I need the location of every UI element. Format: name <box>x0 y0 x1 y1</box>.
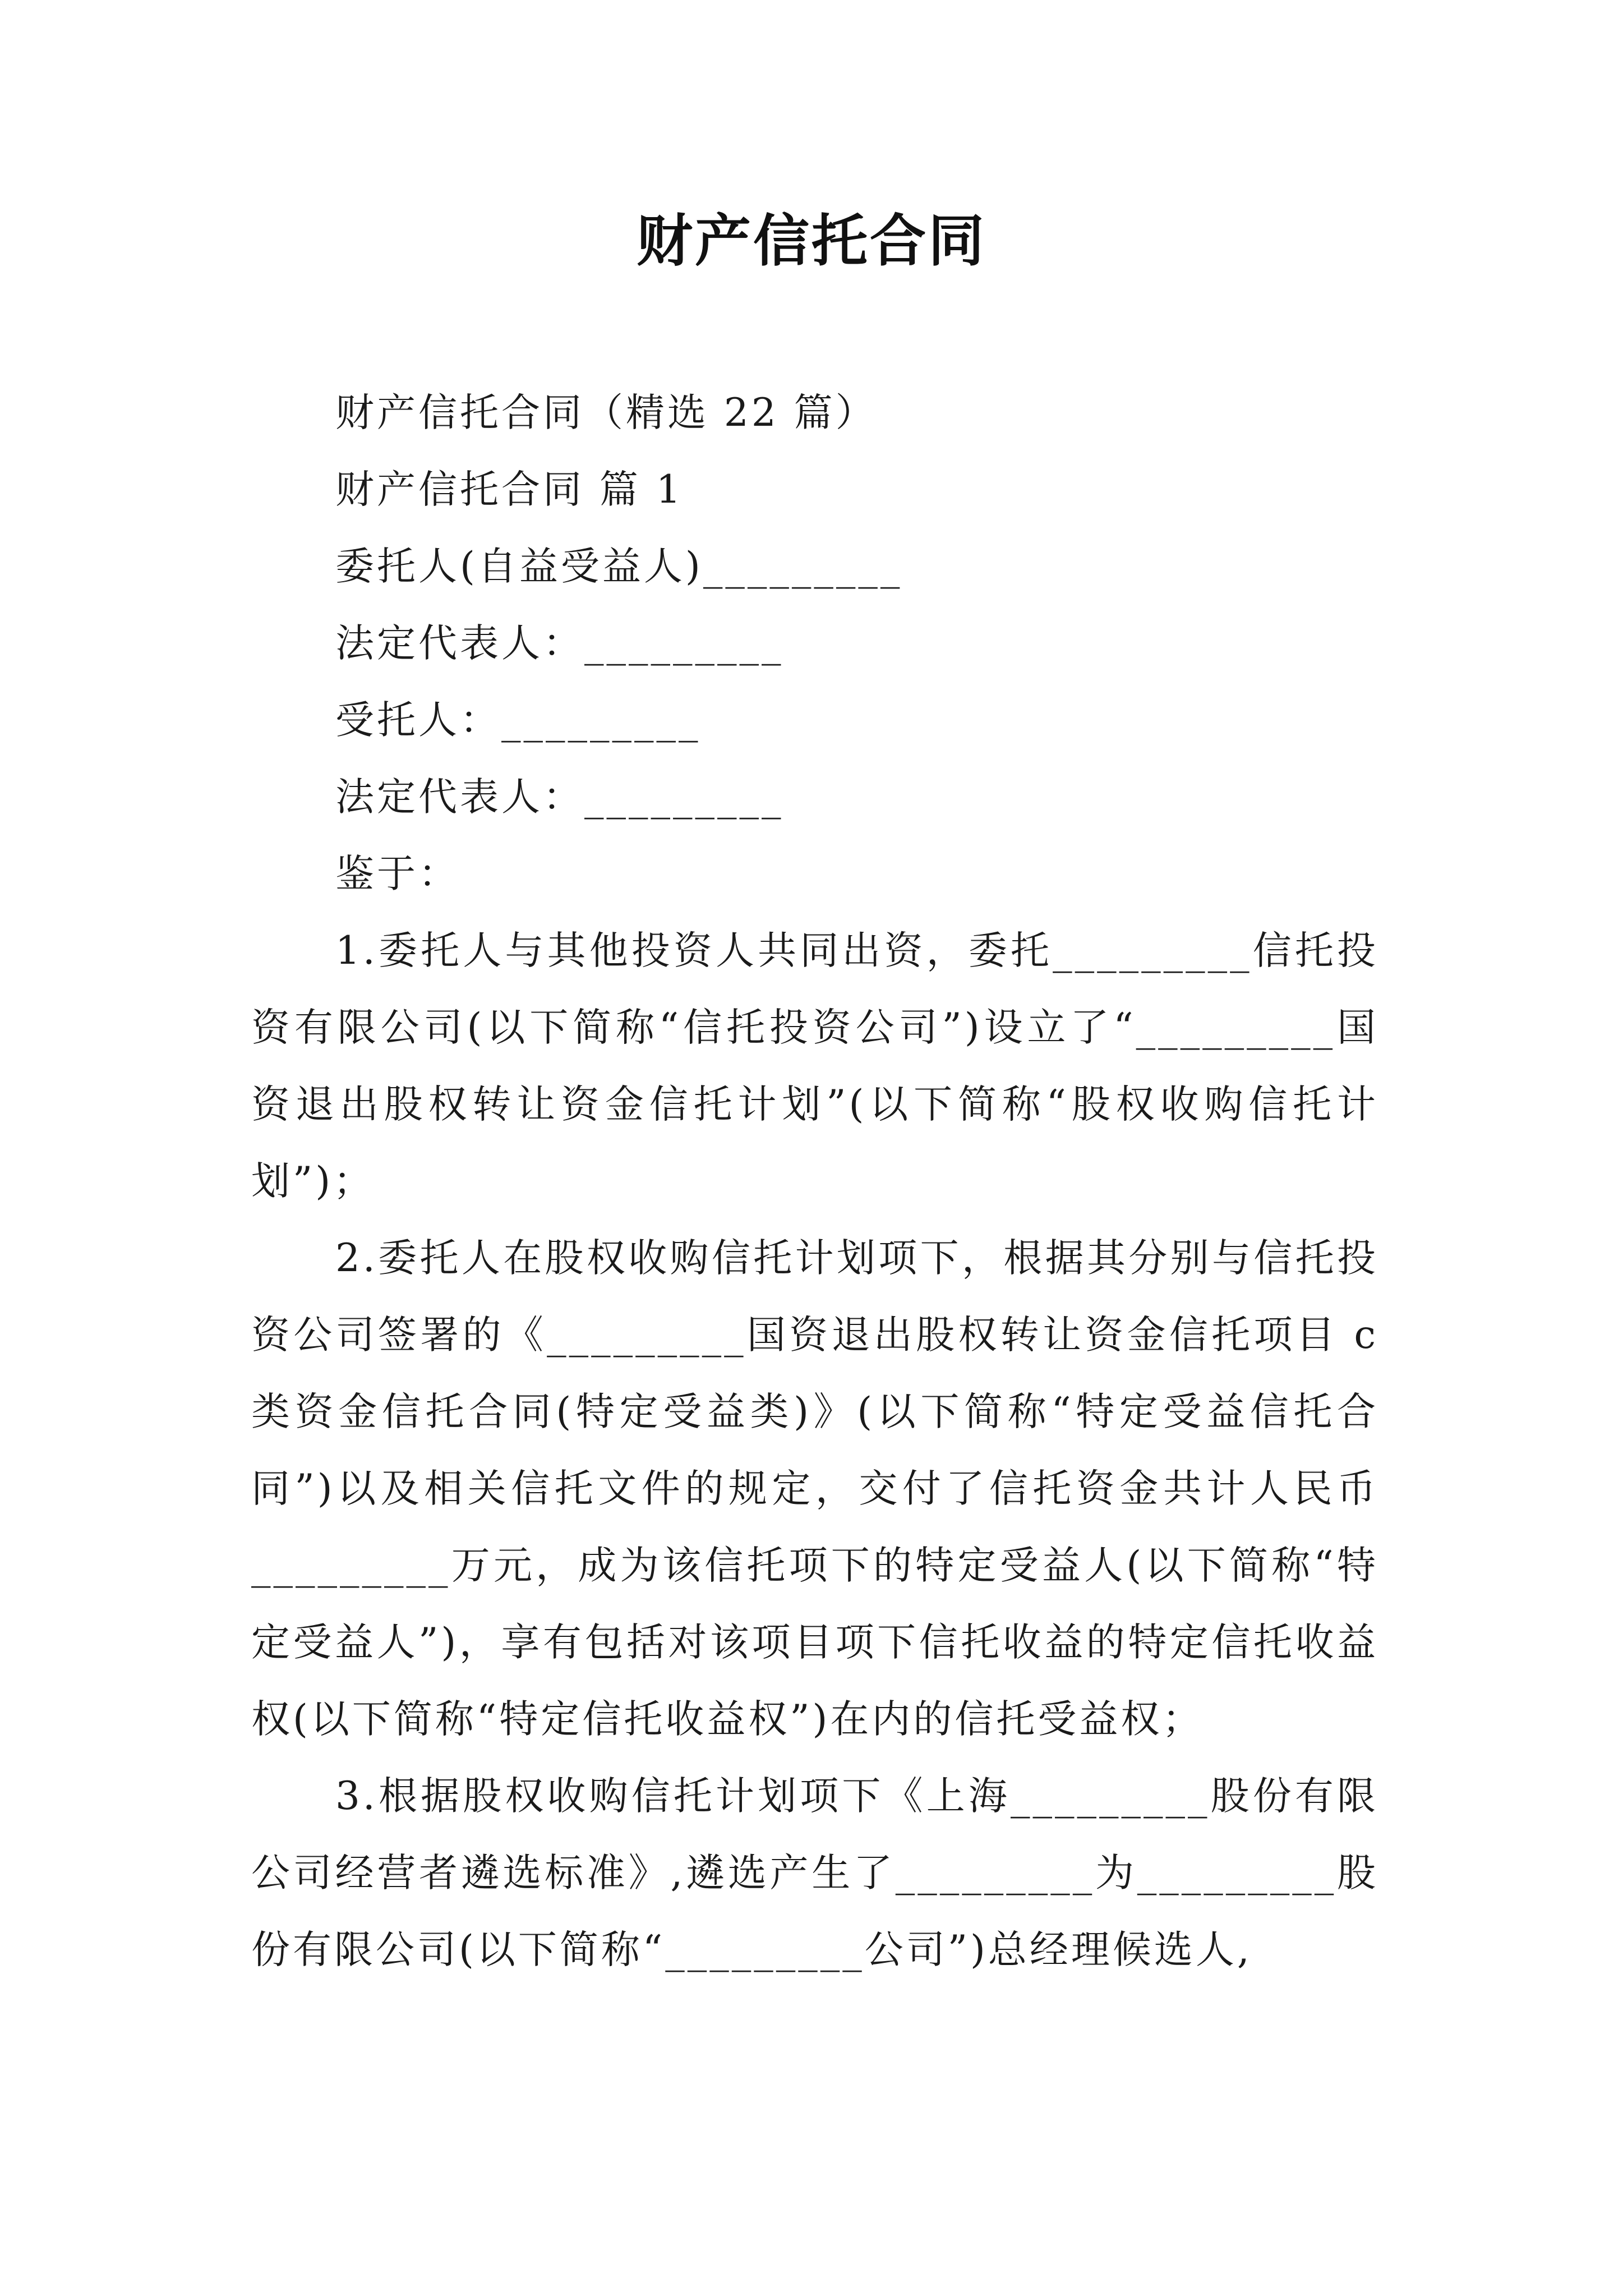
principal-field: 委托人(自益受益人)_________ <box>335 544 903 589</box>
document-body <box>251 375 1378 1989</box>
clause-paragraph-2: 2.委托人在股权收购信托计划项下，根据其分别与信托投资公司签署的《_________国资退出股权转让资金信托项目 c 类资金信托合同(特定受益类)》(以下简称“特定受益信托合同”)以及相关信托文件的规定，交付了信托资金共计人民币_________万元，成为该信托项下的特定受益人(以下简称“特定受益人”)，享有包括对该项目项下信托收益的特定信托收益权(以下简称“特定信托收益权”)在内的信托受益权； <box>251 1236 1378 1742</box>
trustee-field: 受托人：_________ <box>335 698 701 743</box>
section-heading: 财产信托合同 篇 1 <box>335 467 684 512</box>
trustee-legal-representative-field: 法定代表人：_________ <box>335 775 784 820</box>
whereas-heading: 鉴于： <box>335 852 460 896</box>
document-title: 财产信托合同 <box>637 208 986 274</box>
subtitle-line: 财产信托合同（精选 22 篇） <box>335 390 877 435</box>
clause-paragraph-1: 1.委托人与其他投资人共同出资，委托_________信托投资有限公司(以下简称“信托投资公司”)设立了“_________国资退出股权转让资金信托计划”(以下简称“股权收购信托计划”)； <box>251 928 1378 1204</box>
legal-representative-field: 法定代表人：_________ <box>335 621 784 666</box>
clause-paragraph-3: 3.根据股权收购信托计划项下《上海_________股份有限公司经营者遴选标准》,遴选产生了_________为_________股份有限公司(以下简称“_________公司”)总经理候选人, <box>251 1774 1378 1972</box>
